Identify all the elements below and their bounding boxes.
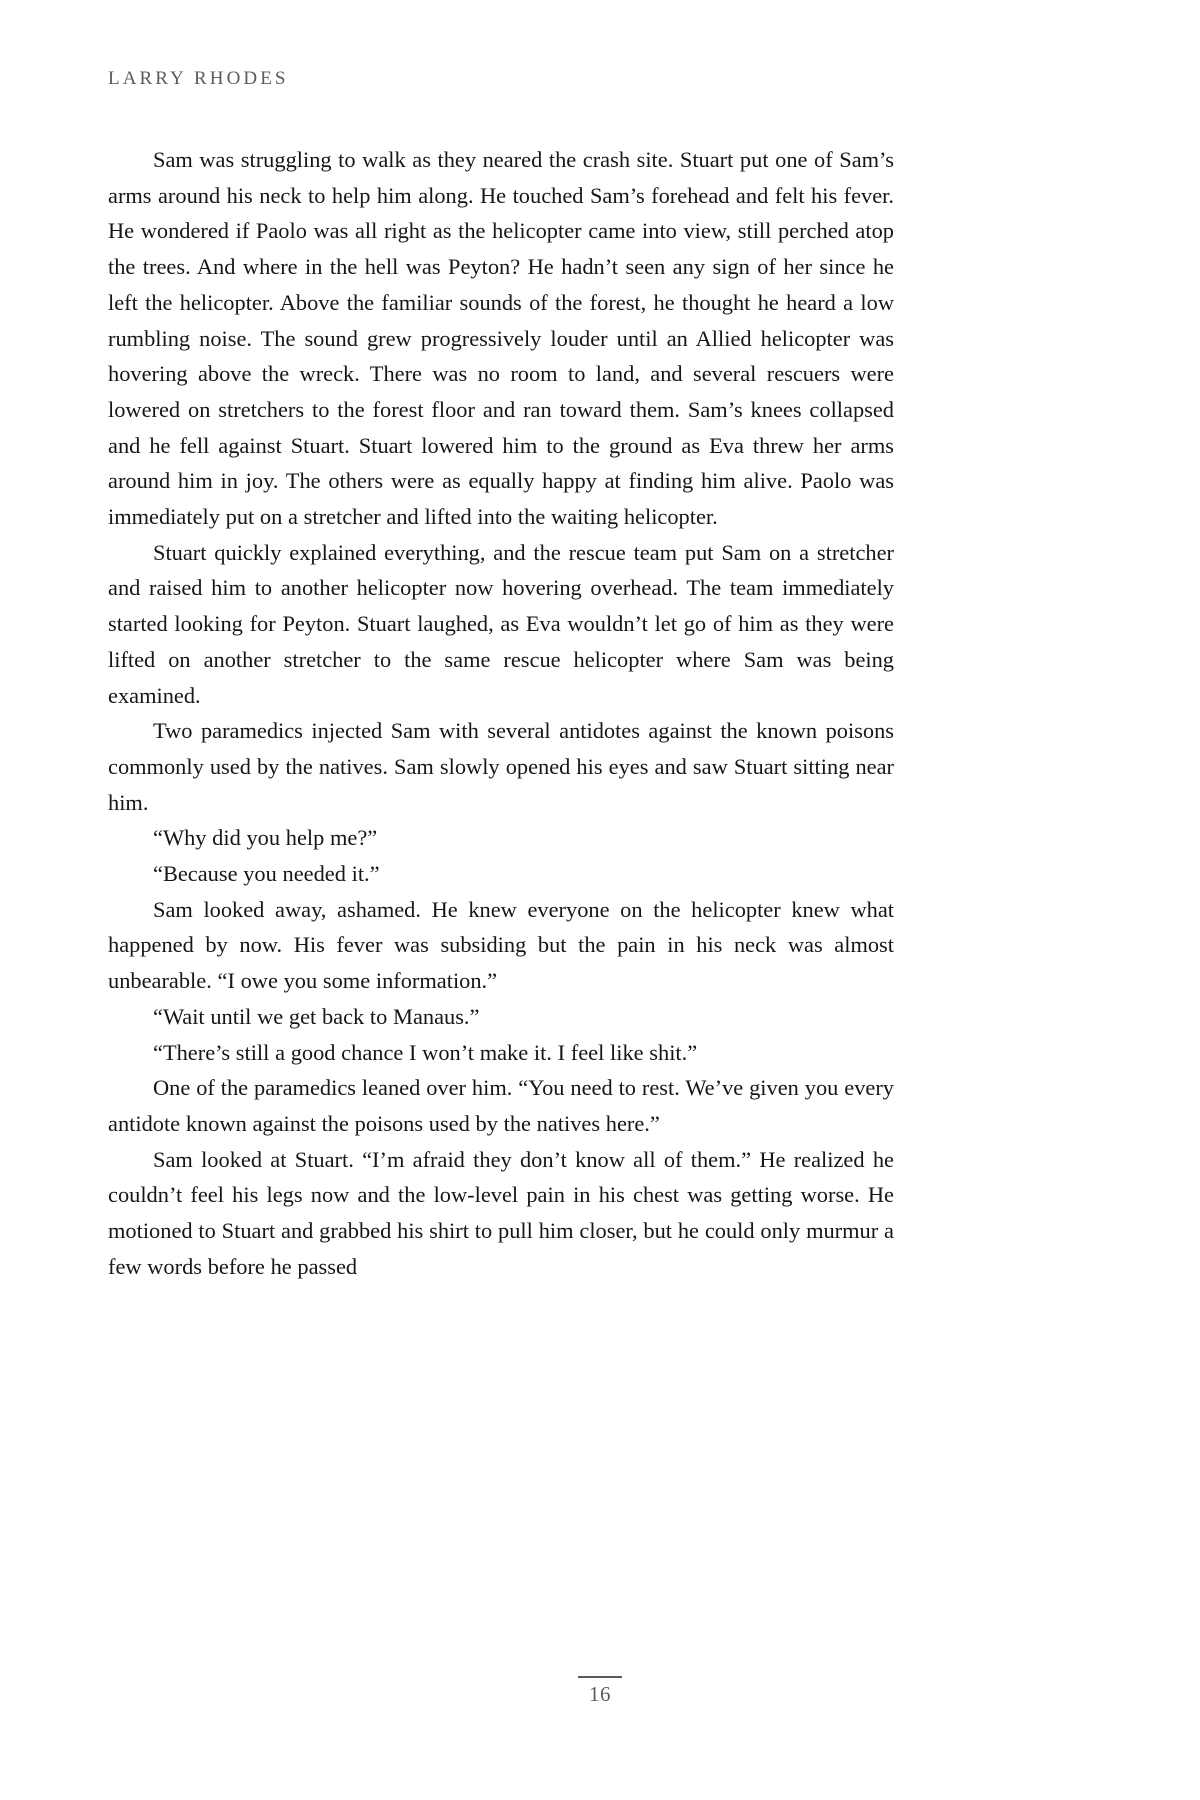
dialogue-line: “There’s still a good chance I won’t make it. I feel like shit.”	[153, 1039, 698, 1065]
running-head: LARRY RHODES	[108, 68, 289, 89]
paragraph: One of the paramedics leaned over him. “You need to rest. We’ve given you every antidote known against the poisons used by the natives here.”	[108, 1075, 894, 1136]
paragraph: Stuart quickly explained everything, and the rescue team put Sam on a stretcher and raised him to another helicopter now hovering overhead. The team immediately started looking for Peyton. Stuart laughed, as Eva wouldn’t let go of him as they were lifted on another stretcher to the same rescue helicopter where Sam was being examined.	[108, 539, 894, 708]
paragraph: Two paramedics injected Sam with several antidotes against the known poisons commonly used by the natives. Sam slowly opened his eyes and saw Stuart sitting near him.	[108, 718, 894, 815]
footer-rule	[578, 1676, 622, 1678]
page-number: 16	[589, 1682, 611, 1706]
dialogue-line: “Wait until we get back to Manaus.”	[153, 1003, 480, 1029]
paragraph: Sam was struggling to walk as they neared the crash site. Stuart put one of Sam’s arms around his neck to help him along. He touched Sam’s forehead and felt his fever. He wondered if Paolo was all right as the helicopter came into view, still perched atop the trees. And where in the hell was Peyton? He hadn’t seen any sign of her since he left the helicopter. Above the familiar sounds of the forest, he thought he heard a low rumbling noise. The sound grew progressively louder until an Allied helicopter was hovering above the wreck. There was no room to land, and several rescuers were lowered on stretchers to the forest floor and ran toward them. Sam’s knees collapsed and he fell against Stuart. Stuart lowered him to the ground as Eva threw her arms around him in joy. The others were as equally happy at finding him alive. Paolo was immediately put on a stretcher and lifted into the waiting helicopter.	[108, 147, 894, 530]
dialogue-line: “Why did you help me?”	[153, 825, 378, 851]
body-text-block	[108, 142, 894, 1285]
page-footer	[0, 1676, 1200, 1707]
paragraph: Sam looked at Stuart. “I’m afraid they don’t know all of them.” He realized he couldn’t feel his legs now and the low-level pain in his chest was getting worse. He motioned to Stuart and grabbed his shirt to pull him closer, but he could only murmur a few words before he passed	[108, 1146, 894, 1279]
dialogue-line: “Because you needed it.”	[153, 861, 380, 887]
paragraph: Sam looked away, ashamed. He knew everyone on the helicopter knew what happened by now. His fever was subsiding but the pain in his neck was almost unbearable. “I owe you some information.”	[108, 896, 894, 994]
